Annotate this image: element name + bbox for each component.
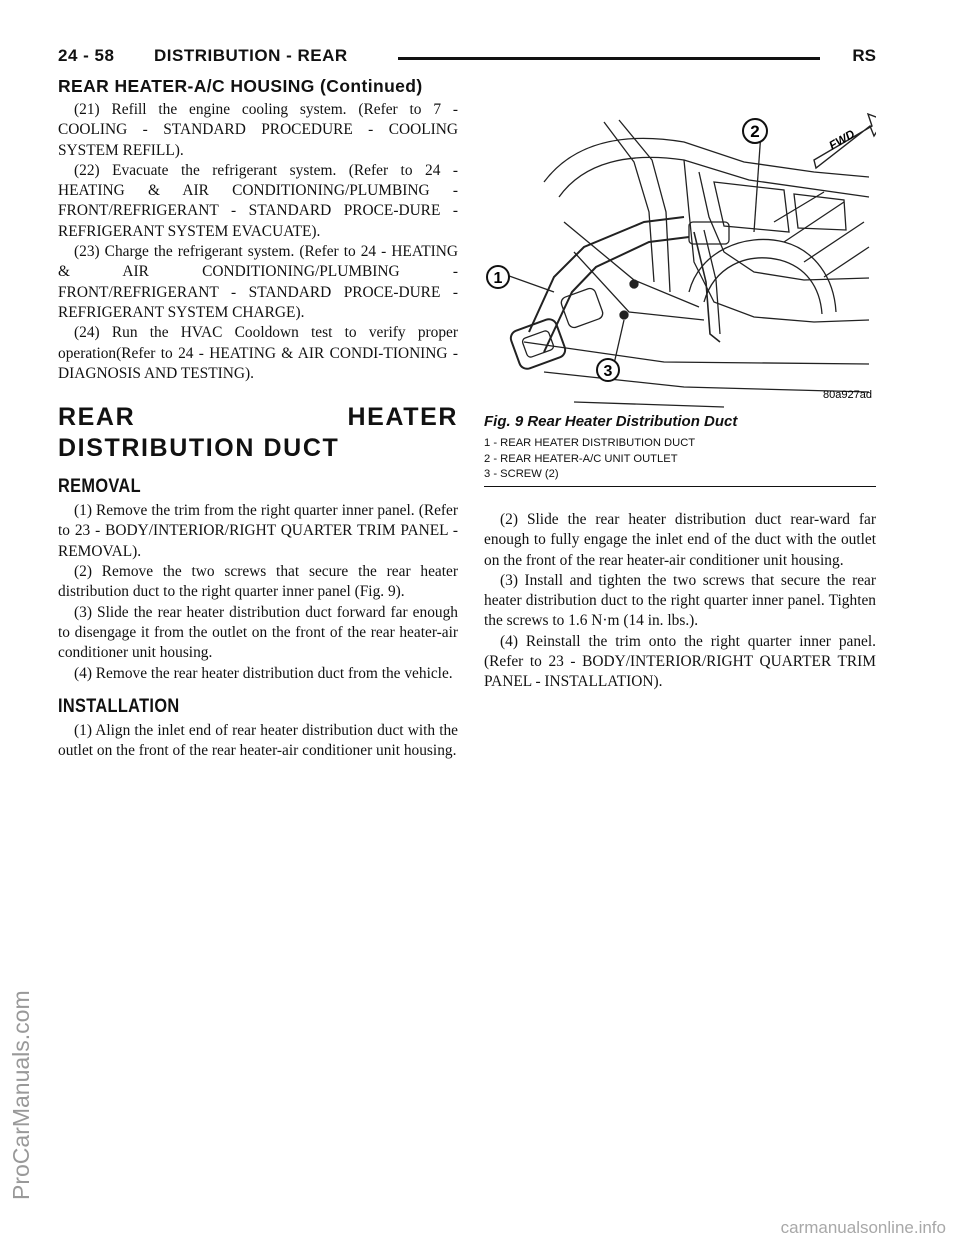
section-title: DISTRIBUTION - REAR — [154, 46, 348, 65]
step-paragraph: (24) Run the HVAC Cooldown test to verify proper operation(Refer to 24 - HEATING & AIR CONDI-TIONING - DIAGNOSIS AND TESTING). — [58, 324, 458, 382]
header-rule — [398, 57, 820, 60]
installation-step: (4) Reinstall the trim onto the right quarter inner panel. (Refer to 23 - BODY/INTERIOR/RIGHT QUARTER TRIM PANEL - INSTALLATION). — [484, 632, 876, 691]
legend-item: 3 - SCREW (2) — [484, 468, 559, 480]
figure-rear-heater-duct — [484, 102, 876, 412]
figure-title: Fig. 9 Rear Heater Distribution Duct — [484, 413, 738, 430]
callout-3-label: 3 — [603, 363, 613, 380]
step-paragraph: (21) Refill the engine cooling system. (Refer to 7 - COOLING - STANDARD PROCEDURE - COOLING SYSTEM REFILL). — [58, 101, 458, 159]
callout-2-label: 2 — [750, 122, 760, 141]
installation-step: (1) Align the inlet end of rear heater distribution duct with the outlet on the front of the rear heater-air conditioner unit housing. — [58, 721, 458, 760]
removal-step: (4) Remove the rear heater distribution duct from the vehicle. — [74, 664, 453, 682]
removal-step: (3) Slide the rear heater distribution duct forward far enough to disengage it from the outlet on the front of the rear heater-air conditioner unit housing. — [58, 603, 458, 662]
installation-step: (3) Install and tighten the two screws that secure the rear heater distribution duct to the right quarter inner panel. Tighten the screws to 1.6 N·m (14 in. lbs.). — [484, 571, 876, 630]
legend-item: 1 - REAR HEATER DISTRIBUTION DUCT — [484, 437, 696, 449]
side-watermark: ProCarManuals.com — [8, 990, 34, 1200]
continued-heading: REAR HEATER-A/C HOUSING (Continued) — [58, 76, 423, 96]
fwd-label: FWD — [826, 126, 858, 153]
model-code: RS — [852, 46, 876, 65]
duct-illustration — [484, 102, 876, 412]
running-head — [58, 46, 876, 70]
callout-1-label: 1 — [493, 270, 503, 287]
removal-step: (2) Remove the two screws that secure the rear heater distribution duct to the right quarter inner panel (Fig. 9). — [58, 563, 458, 601]
bottom-watermark: carmanualsonline.info — [780, 1218, 946, 1237]
legend-item: 2 - REAR HEATER-A/C UNIT OUTLET — [484, 452, 678, 465]
figure-caption — [484, 413, 876, 487]
section-heading: REAR HEATER DISTRIBUTION DUCT — [58, 403, 458, 463]
step-paragraph: (23) Charge the refrigerant system. (Refer to 24 - HEATING & AIR CONDITIONING/PLUMBING - FRONT/REFRIGERANT - STANDARD PROCE-DURE - REFRIGERANT SYSTEM CHARGE). — [58, 243, 458, 321]
installation-heading: INSTALLATION — [58, 695, 180, 717]
caption-rule — [484, 486, 876, 487]
figure-code: 80a927ad — [823, 389, 872, 401]
page-number: 24 - 58 — [58, 46, 115, 65]
removal-step: (1) Remove the trim from the right quarter inner panel. (Refer to 23 - BODY/INTERIOR/RIGHT QUARTER TRIM PANEL - REMOVAL). — [58, 502, 458, 560]
left-column — [58, 100, 458, 761]
installation-step: (2) Slide the rear heater distribution duct rear-ward far enough to fully engage the inlet end of the duct with the outlet on the front of the rear heater-air conditioner unit housing. — [484, 511, 876, 569]
removal-heading: REMOVAL — [58, 476, 141, 498]
step-paragraph: (22) Evacuate the refrigerant system. (Refer to 24 - HEATING & AIR CONDITIONING/PLUMBING - FRONT/REFRIGERANT - STANDARD PROCE-DURE - REFRIGERANT SYSTEM EVACUATE). — [58, 161, 458, 240]
right-column — [484, 510, 876, 693]
